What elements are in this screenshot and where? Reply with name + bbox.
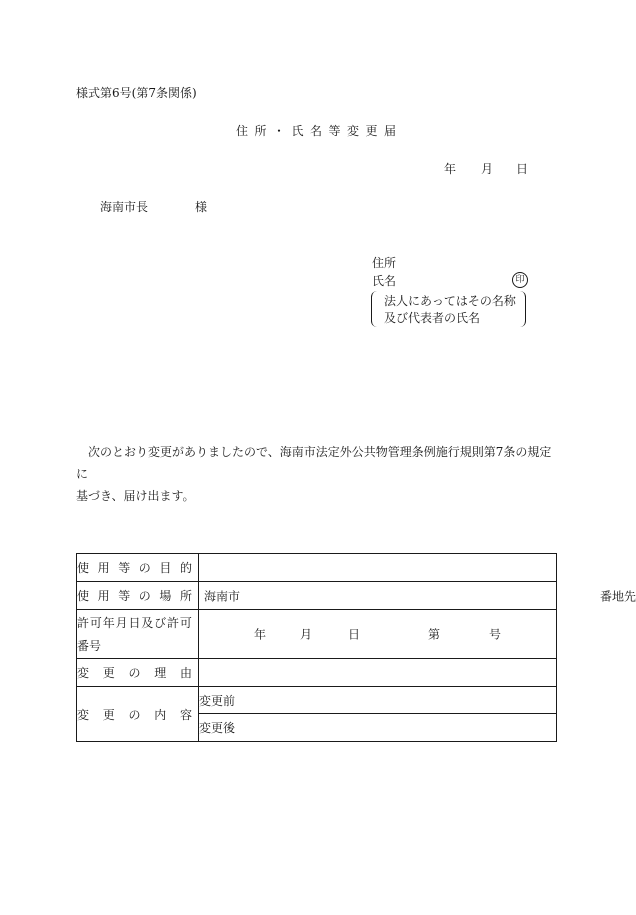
permit-label-char: び <box>154 616 167 630</box>
reason-label-char: 理 <box>154 666 167 680</box>
before-change-label: 変更前 <box>199 693 236 708</box>
permit-month-label: 月 <box>300 627 313 642</box>
purpose-value-field[interactable] <box>199 554 557 582</box>
location-value-field[interactable] <box>199 582 636 610</box>
permit-label-char: 及 <box>141 616 154 630</box>
permit-label-char: 月 <box>115 616 128 630</box>
purpose-label-char: 用 <box>97 561 110 575</box>
permit-label <box>77 610 199 659</box>
reason-label-char: 変 <box>77 666 90 680</box>
purpose-label-char: 等 <box>118 561 131 575</box>
location-row <box>77 582 557 610</box>
name-label: 氏名 <box>372 274 397 288</box>
notice-body-line1: 次のとおり変更がありましたので、海南市法定外公共物管理条例施行規則第7条の規定に <box>76 445 552 481</box>
change-details-table <box>76 553 636 742</box>
content-label <box>77 687 199 742</box>
after-change-field[interactable] <box>199 714 557 742</box>
reason-label-char: 由 <box>179 666 192 680</box>
notice-body-line2: 基づき、届け出ます。 <box>76 489 195 503</box>
purpose-label-char: 使 <box>77 561 90 575</box>
purpose-row <box>77 554 557 582</box>
notice-body <box>76 441 556 507</box>
location-city: 海南市 <box>204 589 241 603</box>
date-year-label: 年 <box>444 162 457 176</box>
date-month-label: 月 <box>481 162 494 176</box>
permit-label-char: 許 <box>77 616 90 630</box>
content-label-char: 内 <box>154 707 167 722</box>
reason-value-field[interactable] <box>199 659 557 687</box>
location-label-char: の <box>138 589 151 603</box>
location-label-char: 等 <box>118 589 131 603</box>
content-before-row <box>77 687 557 714</box>
reason-label-char: 更 <box>102 666 115 680</box>
permit-number-prefix: 第 <box>428 627 441 642</box>
permit-label-line2: 番号 <box>77 639 102 653</box>
content-label-char: の <box>128 707 141 722</box>
before-change-field[interactable] <box>199 687 557 714</box>
permit-number-suffix: 号 <box>489 627 502 642</box>
purpose-label-char: 目 <box>159 561 172 575</box>
permit-label-char: 年 <box>102 616 115 630</box>
reason-label-char: の <box>128 666 141 680</box>
purpose-label <box>77 554 199 582</box>
content-label-char: 更 <box>102 707 115 722</box>
reason-row <box>77 659 557 687</box>
address-label: 住所 <box>372 256 397 270</box>
content-label-char: 容 <box>179 707 192 722</box>
permit-value-field[interactable] <box>199 610 557 659</box>
reason-label <box>77 659 199 687</box>
location-suffix: 番地先 <box>600 589 636 603</box>
location-label-char: 用 <box>97 589 110 603</box>
purpose-label-char: の <box>138 561 151 575</box>
date-day-label: 日 <box>516 162 529 176</box>
addressee-name: 海南市長 <box>100 200 149 214</box>
corporation-note-line2: 及び代表者の氏名 <box>384 311 481 325</box>
permit-row <box>77 610 557 659</box>
purpose-label-char: 的 <box>179 561 192 575</box>
content-label-char: 変 <box>77 707 90 722</box>
permit-label-char: 許 <box>167 616 180 630</box>
location-label-char: 使 <box>77 589 90 603</box>
corporation-note <box>371 291 526 327</box>
permit-label-char: 日 <box>128 616 141 630</box>
seal-mark-icon: 印 <box>512 272 528 288</box>
location-label <box>77 582 199 610</box>
location-label-char: 場 <box>159 589 172 603</box>
after-change-label: 変更後 <box>199 721 236 735</box>
addressee-honorific: 様 <box>195 200 208 214</box>
form-number: 様式第6号(第7条関係) <box>76 86 197 100</box>
permit-label-char: 可 <box>89 616 102 630</box>
permit-label-char: 可 <box>179 616 192 630</box>
permit-day-label: 日 <box>348 627 361 642</box>
location-label-char: 所 <box>179 589 192 603</box>
permit-year-label: 年 <box>254 627 267 642</box>
document-title: 住所・氏名等変更届 <box>236 124 403 138</box>
corporation-note-line1: 法人にあってはその名称 <box>384 294 516 308</box>
